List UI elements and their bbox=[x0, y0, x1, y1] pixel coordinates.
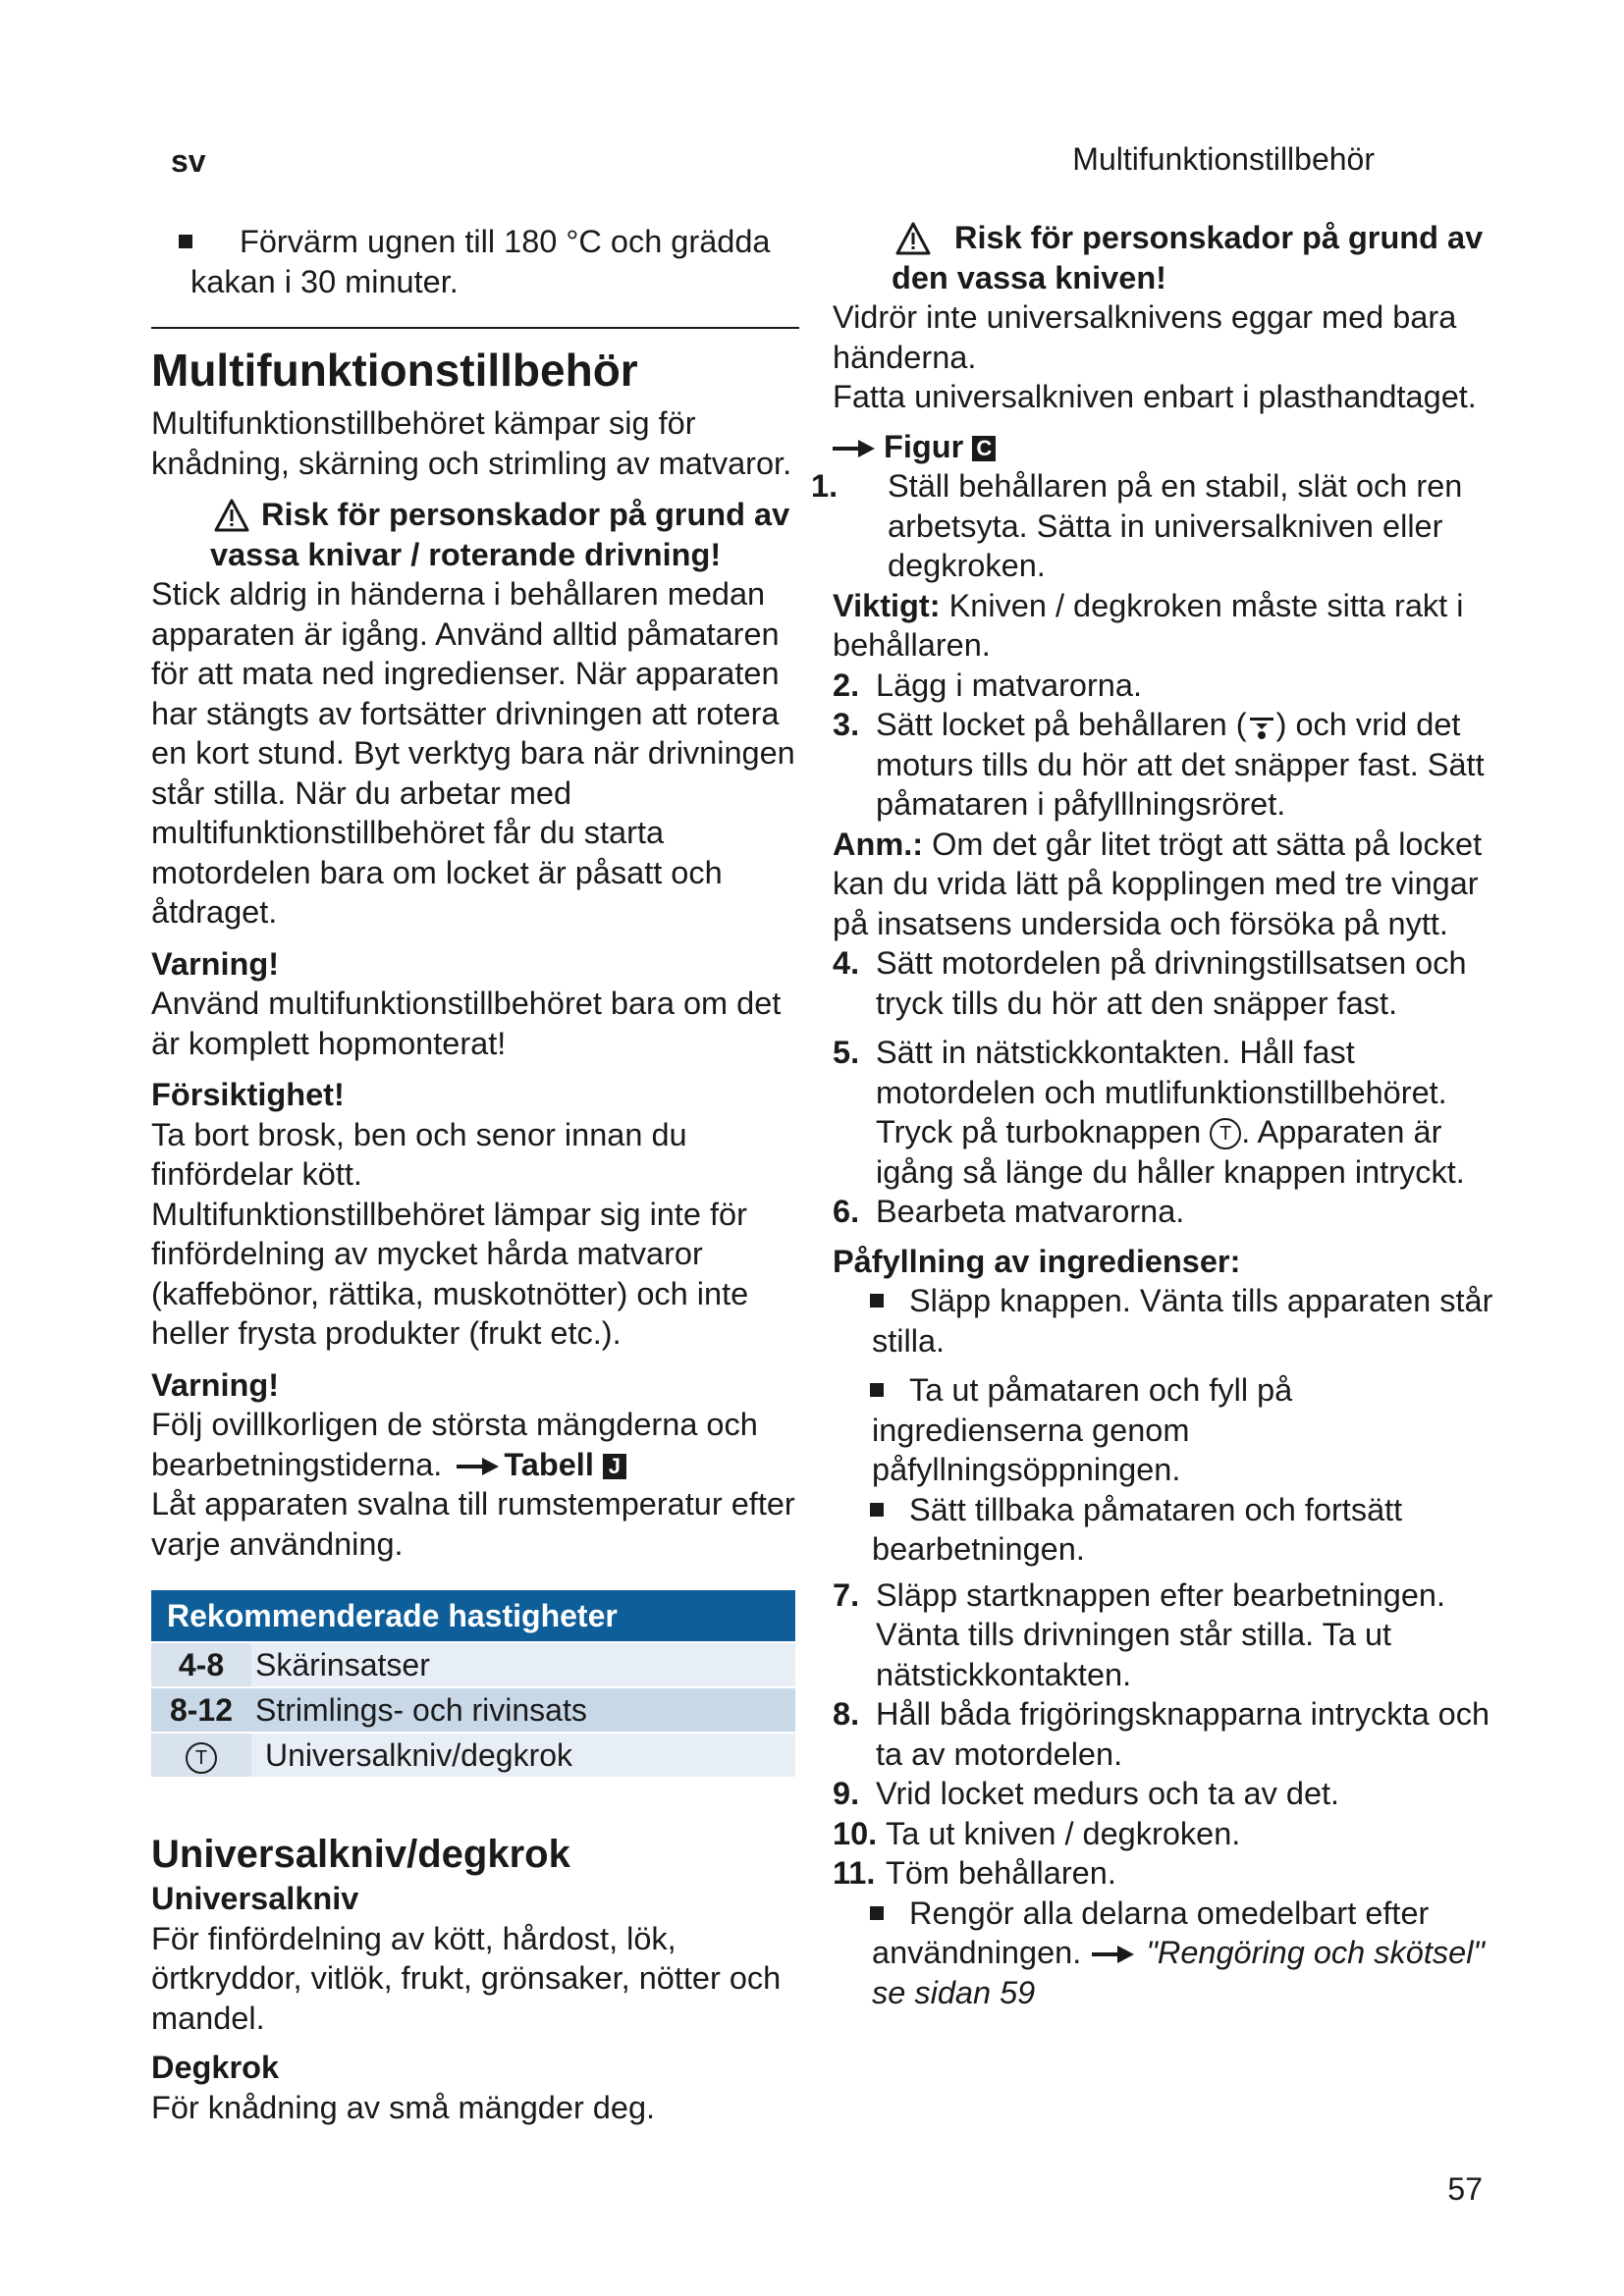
running-header: Multifunktionstillbehör bbox=[1072, 141, 1375, 177]
caution-text-2: Multifunktionstillbehöret lämpar sig inte för finfördelning av mycket hårda matvaror (kaffebönor, rättika, muskotnötter) och inte heller frysta produkter (frukt etc.). bbox=[151, 1196, 749, 1351]
left-column bbox=[151, 224, 799, 1564]
intro-bullet: Förvärm ugnen till 180 °C och grädda kakan i 30 minuter. bbox=[151, 222, 799, 301]
table-row bbox=[151, 1643, 795, 1686]
warning-text: Stick aldrig in händerna i behållaren medan apparaten är igång. Använd alltid påmataren för att mata ned ingredienser. När apparaten har stängts av fortsätter drivningen att rotera en kort stund. Byt verktyg bara när drivningen står stilla. När du arbetar med multifunktionstillbehöret får du starta motordelen bara om locket är påsatt och åtdraget. bbox=[151, 576, 795, 930]
step-item: 1. Ställ behållaren på en stabil, slät och ren arbetsyta. Sätta in universalkniven eller degkroken. bbox=[811, 468, 1463, 583]
speed-value: 4-8 bbox=[151, 1643, 251, 1686]
right-column bbox=[811, 220, 1496, 2012]
subheading: Degkrok bbox=[151, 2050, 280, 2085]
section2-title: Universalkniv/degkrok bbox=[151, 1833, 570, 1876]
refill-bullet: Släpp knappen. Vänta tills apparaten står stilla. bbox=[872, 1283, 1493, 1359]
step-item: 2. Lägg i matvarorna. bbox=[833, 667, 1142, 703]
warning-triangle-icon bbox=[214, 499, 249, 532]
speed-label: Strimlings- och rivinsats bbox=[251, 1688, 795, 1732]
caution-label: Försiktighet! bbox=[151, 1077, 345, 1112]
figure-letter-icon: C bbox=[972, 436, 996, 461]
turbo-icon: T bbox=[186, 1742, 217, 1774]
bullet-square-icon bbox=[870, 1906, 884, 1920]
sub1-text: För finfördelning av kött, hårdost, lök, örtkryddor, vitlök, frukt, grönsaker, nötter och mandel. bbox=[151, 1920, 782, 2036]
varning-label-2: Varning! bbox=[151, 1366, 280, 1403]
bullet-square-icon bbox=[870, 1503, 884, 1517]
refill-bullet: Sätt tillbaka påmataren och fortsätt bearbetningen. bbox=[872, 1491, 1403, 1567]
left-lower bbox=[151, 1830, 799, 2127]
warning-title-2: Risk för personskador på grund av den vassa kniven! bbox=[892, 220, 1484, 295]
arrow-right-icon bbox=[833, 439, 876, 458]
language-code: sv bbox=[171, 143, 206, 179]
step-item: 8. Håll båda frigöringsknapparna intryckta och ta av motordelen. bbox=[833, 1696, 1490, 1772]
speed-table bbox=[151, 1590, 795, 1777]
lock-symbol-icon bbox=[1247, 712, 1276, 741]
warning-block bbox=[151, 495, 799, 574]
step-item: 10. Ta ut kniven / degkroken. bbox=[833, 1815, 1241, 1851]
bullet-square-icon bbox=[179, 235, 192, 248]
section-divider bbox=[151, 327, 799, 329]
step-item: 4. Sätt motordelen på drivningstillsatsen och tryck tills du hör att den snäpper fast. bbox=[833, 945, 1467, 1021]
speed-label: Universalkniv/degkrok bbox=[251, 1734, 795, 1777]
varning-label: Varning! bbox=[151, 945, 280, 982]
sub2-text: För knådning av små mängder deg. bbox=[151, 2089, 656, 2125]
table-row bbox=[151, 1734, 795, 1777]
speed-label: Skärinsatser bbox=[251, 1643, 795, 1686]
figure-reference bbox=[833, 427, 1496, 467]
speed-value: 8-12 bbox=[151, 1688, 251, 1732]
varning-text-2: Följ ovillkorligen de största mängderna och bearbetningstiderna. Tabell J bbox=[151, 1407, 758, 1482]
warning-title: Risk för personskador på grund av vassa knivar / roterande drivning! bbox=[210, 497, 790, 572]
warning-block-2 bbox=[833, 218, 1496, 297]
warning-triangle-icon bbox=[895, 222, 931, 255]
table-row bbox=[151, 1688, 795, 1732]
turbo-icon: T bbox=[1210, 1118, 1241, 1149]
warning2-text-2: Fatta universalkniven enbart i plasthandtaget. bbox=[833, 379, 1477, 414]
speed-value bbox=[151, 1734, 251, 1777]
arrow-right-icon bbox=[457, 1457, 500, 1476]
table-header: Rekommenderade hastigheter bbox=[151, 1590, 795, 1641]
refill-bullet: Ta ut påmataren och fyll på ingredienserna genom påfyllningsöppningen. bbox=[872, 1372, 1293, 1487]
important-note: Viktigt: Kniven / degkroken måste sitta rakt i behållaren. bbox=[833, 587, 1464, 663]
caution-text: Ta bort brosk, ben och senor innan du finfördelar kött. bbox=[151, 1116, 687, 1192]
section-title: Multifunktionstillbehör bbox=[151, 345, 638, 396]
step-item: 7. Släpp startknappen efter bearbetningen. Vänta tills drivningen står stilla. Ta ut nätstickkontakten. bbox=[833, 1576, 1446, 1692]
refill-title: Påfyllning av ingredienser: bbox=[833, 1243, 1241, 1279]
note-text: Anm.: Om det går litet trögt att sätta på locket kan du vrida lätt på kopplingen med tre vingar på insatsens undersida och försöka på nytt. bbox=[833, 826, 1483, 941]
bullet-square-icon bbox=[870, 1294, 884, 1308]
step-item: 9. Vrid locket medurs och ta av det. bbox=[833, 1776, 1340, 1811]
warning2-text: Vidrör inte universalknivens eggar med bara händerna. bbox=[833, 299, 1457, 375]
final-bullet: Rengör alla delarna omedelbart efter användningen. "Rengöring och skötsel" se sidan 59 bbox=[872, 1895, 1485, 2010]
subheading: Universalkniv bbox=[151, 1881, 359, 1916]
page-number: 57 bbox=[1447, 2171, 1483, 2207]
step-item: 6. Bearbeta matvarorna. bbox=[833, 1194, 1185, 1229]
bullet-square-icon bbox=[870, 1383, 884, 1397]
arrow-right-icon bbox=[1092, 1945, 1135, 1964]
table-letter-icon: J bbox=[603, 1454, 626, 1479]
section-intro: Multifunktionstillbehöret kämpar sig för knådning, skärning och strimling av matvaror. bbox=[151, 405, 792, 481]
step-item: 3. Sätt locket på behållaren ( ) och vrid det moturs tills du hör att det snäpper fast. Sätt påmataren i påfylllningsröret. bbox=[833, 707, 1485, 822]
figure-link[interactable]: Figur bbox=[884, 428, 964, 464]
step-item: 5. Sätt in nätstickkontakten. Håll fast motordelen och mutlifunktionstillbehöret. Tryck på turboknappen T . Apparaten är igång så länge du håller knappen intryckt. bbox=[833, 1035, 1465, 1190]
varning-text: Använd multifunktionstillbehöret bara om det är komplett hopmonterat! bbox=[151, 986, 782, 1061]
cleaning-reference-link[interactable]: "Rengöring och skötsel" se sidan 59 bbox=[872, 1935, 1485, 2010]
table-reference[interactable]: Tabell bbox=[504, 1446, 594, 1482]
cool-text: Låt apparaten svalna till rumstemperatur efter varje användning. bbox=[151, 1486, 795, 1562]
step-item: 11. Töm behållaren. bbox=[833, 1855, 1116, 1891]
